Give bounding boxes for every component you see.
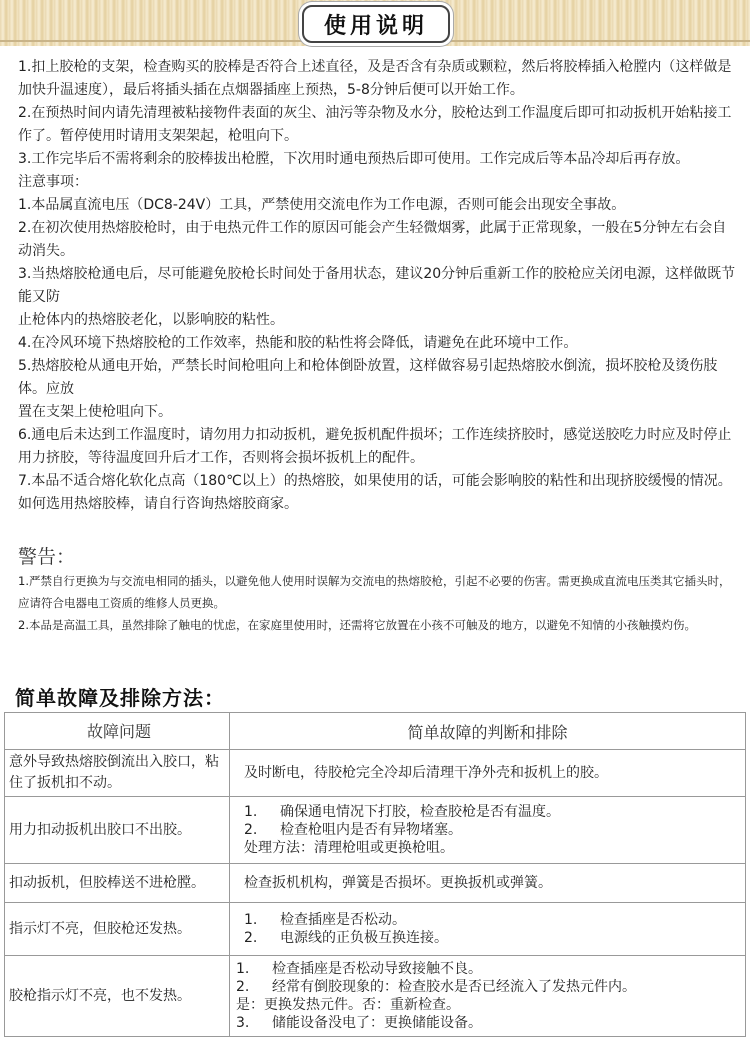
instruction-paragraph: 1.扣上胶枪的支架，检查购买的胶棒是否符合上述直径，及是否含有杂质或颗粒，然后将胶棒插入枪膛内（这样做是加快升温速度），最后将插头插在点烟器插座上预热，5-8分钟后便可以开始工作。 — [18, 59, 732, 98]
problem-cell: 扣动扳机，但胶棒送不进枪膛。 — [5, 864, 230, 903]
solution-step: 1. 检查插座是否松动。 — [244, 912, 406, 928]
note-paragraph: 7.本品不适合熔化软化点高（180℃以上）的热熔胶，如果使用的话，可能会影响胶的粘性和出现挤胶缓慢的情况。如何选用热熔胶棒，请自行咨询热熔胶商家。 — [18, 473, 732, 512]
fault-table — [4, 712, 746, 1037]
table-row — [5, 864, 746, 903]
warning-section — [18, 570, 736, 636]
col-solution-header: 简单故障的判断和排除 — [230, 713, 746, 750]
title-box — [302, 5, 450, 43]
instructions-section — [18, 56, 736, 516]
table-row — [5, 750, 746, 797]
note-paragraph: 1.本品属直流电压（DC8-24V）工具，严禁使用交流电作为工作电源，否则可能会出现安全事故。 — [18, 197, 626, 213]
solution-cell: 检查扳机机构，弹簧是否损坏。更换扳机或弹簧。 — [230, 864, 746, 903]
instruction-paragraph: 2.在预热时间内请先清理被粘接物件表面的灰尘、油污等杂物及水分，胶枪达到工作温度后即可扣动扳机开始粘接工作了。暂停使用时请用支架架起，枪咀向下。 — [18, 105, 732, 144]
page-title: 使用说明 — [323, 13, 428, 39]
note-paragraph: 置在支架上使枪咀向下。 — [18, 404, 172, 420]
solution-step: 3. 储能设备没电了：更换储能设备。 — [236, 1015, 482, 1031]
table-row — [5, 903, 746, 956]
warning-item: 1.严禁自行更换为与交流电相同的插头，以避免他人使用时误解为交流电的热熔胶枪，引起不必要的伤害。需更换成直流电压类其它插头时，应请符合电器电工资质的维修人员更换。 — [18, 574, 731, 610]
solution-cell — [230, 956, 746, 1037]
fault-heading: 简单故障及排除方法： — [15, 686, 225, 710]
table-row — [5, 956, 746, 1037]
note-paragraph: 2.在初次使用热熔胶枪时，由于电热元件工作的原因可能会产生轻微烟雾，此属于正常现象，一般在5分钟左右会自动消失。 — [18, 220, 727, 259]
note-paragraph: 5.热熔胶枪从通电开始，严禁长时间枪咀向上和枪体倒卧放置，这样做容易引起热熔胶水倒流，损坏胶枪及烫伤肢体。应放 — [18, 358, 718, 397]
note-paragraph: 止枪体内的热熔胶老化，以影响胶的粘性。 — [18, 312, 284, 328]
solution-method: 是：更换发热元件。否：重新检查。 — [236, 997, 460, 1013]
col-problem-header: 故障问题 — [5, 713, 230, 750]
problem-cell: 胶枪指示灯不亮，也不发热。 — [5, 956, 230, 1037]
solution-cell — [230, 903, 746, 956]
problem-cell: 指示灯不亮，但胶枪还发热。 — [5, 903, 230, 956]
problem-cell: 意外导致热熔胶倒流出入胶口，粘住了扳机扣不动。 — [5, 750, 230, 797]
problem-cell: 用力扣动扳机出胶口不出胶。 — [5, 797, 230, 864]
warning-item: 2.本品是高温工具，虽然排除了触电的忧虑，在家庭里使用时，还需将它放置在小孩不可触及的地方，以避免不知情的小孩触摸灼伤。 — [18, 618, 696, 632]
solution-step: 2. 检查枪咀内是否有异物堵塞。 — [244, 822, 462, 838]
note-paragraph: 6.通电后未达到工作温度时，请勿用力扣动扳机，避免扳机配件损坏；工作连续挤胶时，感觉送胶吃力时应及时停止用力挤胶，等待温度回升后才工作，否则将会损坏扳机上的配件。 — [18, 427, 732, 466]
solution-step: 1. 检查插座是否松动导致接触不良。 — [236, 961, 482, 977]
note-paragraph: 3.当热熔胶枪通电后，尽可能避免胶枪长时间处于备用状态，建议20分钟后重新工作的胶枪应关闭电源，这样做既节能又防 — [18, 266, 736, 305]
instruction-paragraph: 3.工作完毕后不需将剩余的胶棒拔出枪膛，下次用时通电预热后即可使用。工作完成后等本品冷却后再存放。 — [18, 151, 690, 167]
note-paragraph: 4.在冷风环境下热熔胶枪的工作效率，热能和胶的粘性将会降低，请避免在此环境中工作。 — [18, 335, 578, 351]
solution-step: 2. 电源线的正负极互换连接。 — [244, 930, 448, 946]
notes-heading: 注意事项： — [18, 174, 88, 190]
solution-cell — [230, 797, 746, 864]
table-row — [5, 797, 746, 864]
warning-heading: 警告： — [18, 546, 76, 568]
solution-step: 1. 确保通电情况下打胶，检查胶枪是否有温度。 — [244, 804, 560, 820]
solution-method: 处理方法：清理枪咀或更换枪咀。 — [244, 840, 454, 856]
table-header-row — [5, 713, 746, 750]
solution-cell: 及时断电，待胶枪完全冷却后清理干净外壳和扳机上的胶。 — [230, 750, 746, 797]
solution-step: 2. 经常有倒胶现象的：检查胶水是否已经流入了发热元件内。 — [236, 979, 636, 995]
